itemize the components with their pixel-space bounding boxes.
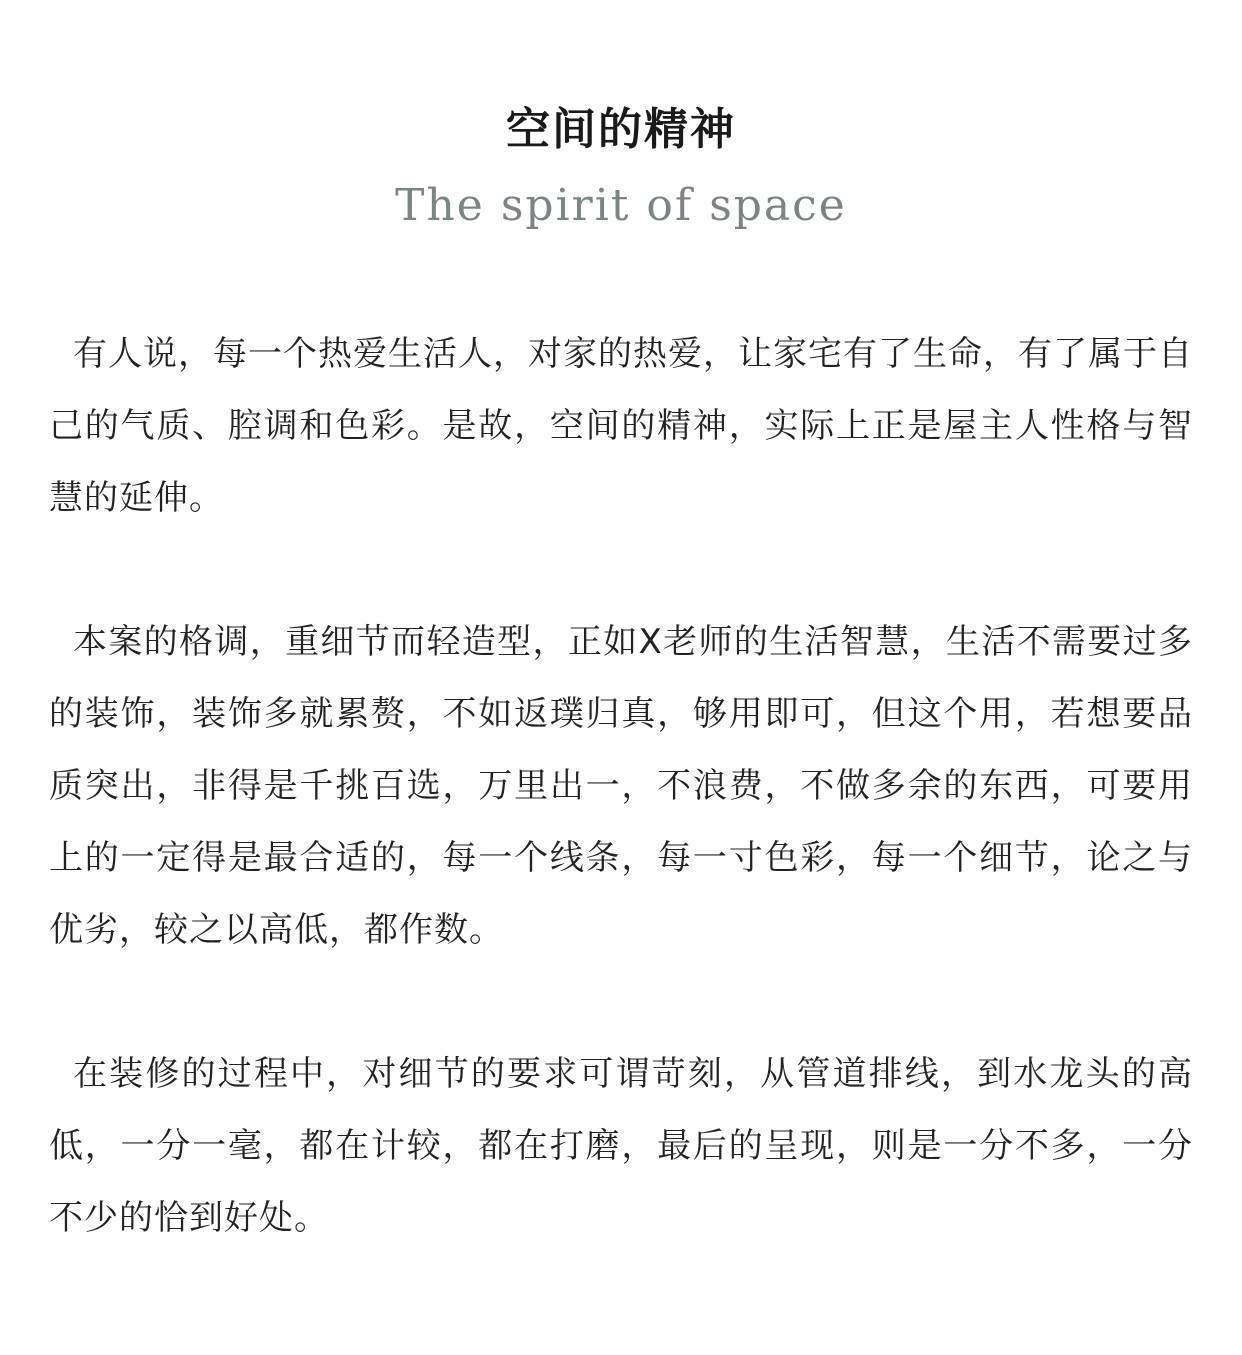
paragraph-1: 有人说，每一个热爱生活人，对家的热爱，让家宅有了生命，有了属于自己的气质、腔调和色彩。是故，空间的精神，实际上正是屋主人性格与智慧的延伸。 [49,334,1193,518]
paragraph-2: 本案的格调，重细节而轻造型，正如X老师的生活智慧，生活不需要过多的装饰，装饰多就累赘，不如返璞归真，够用即可，但这个用，若想要品质突出，非得是千挑百选，万里出一，不浪费，不做多余的东西，可要用上的一定得是最合适的，每一个线条，每一寸色彩，每一个细节，论之与优劣，较之以高低，都作数。 [49,622,1193,950]
page-title: 空间的精神 [506,104,736,155]
page-subtitle: The spirit of space [395,180,847,231]
paragraph-3: 在装修的过程中，对细节的要求可谓苛刻，从管道排线，到水龙头的高低，一分一毫，都在计较，都在打磨，最后的呈现，则是一分不多，一分不少的恰到好处。 [49,1054,1193,1238]
